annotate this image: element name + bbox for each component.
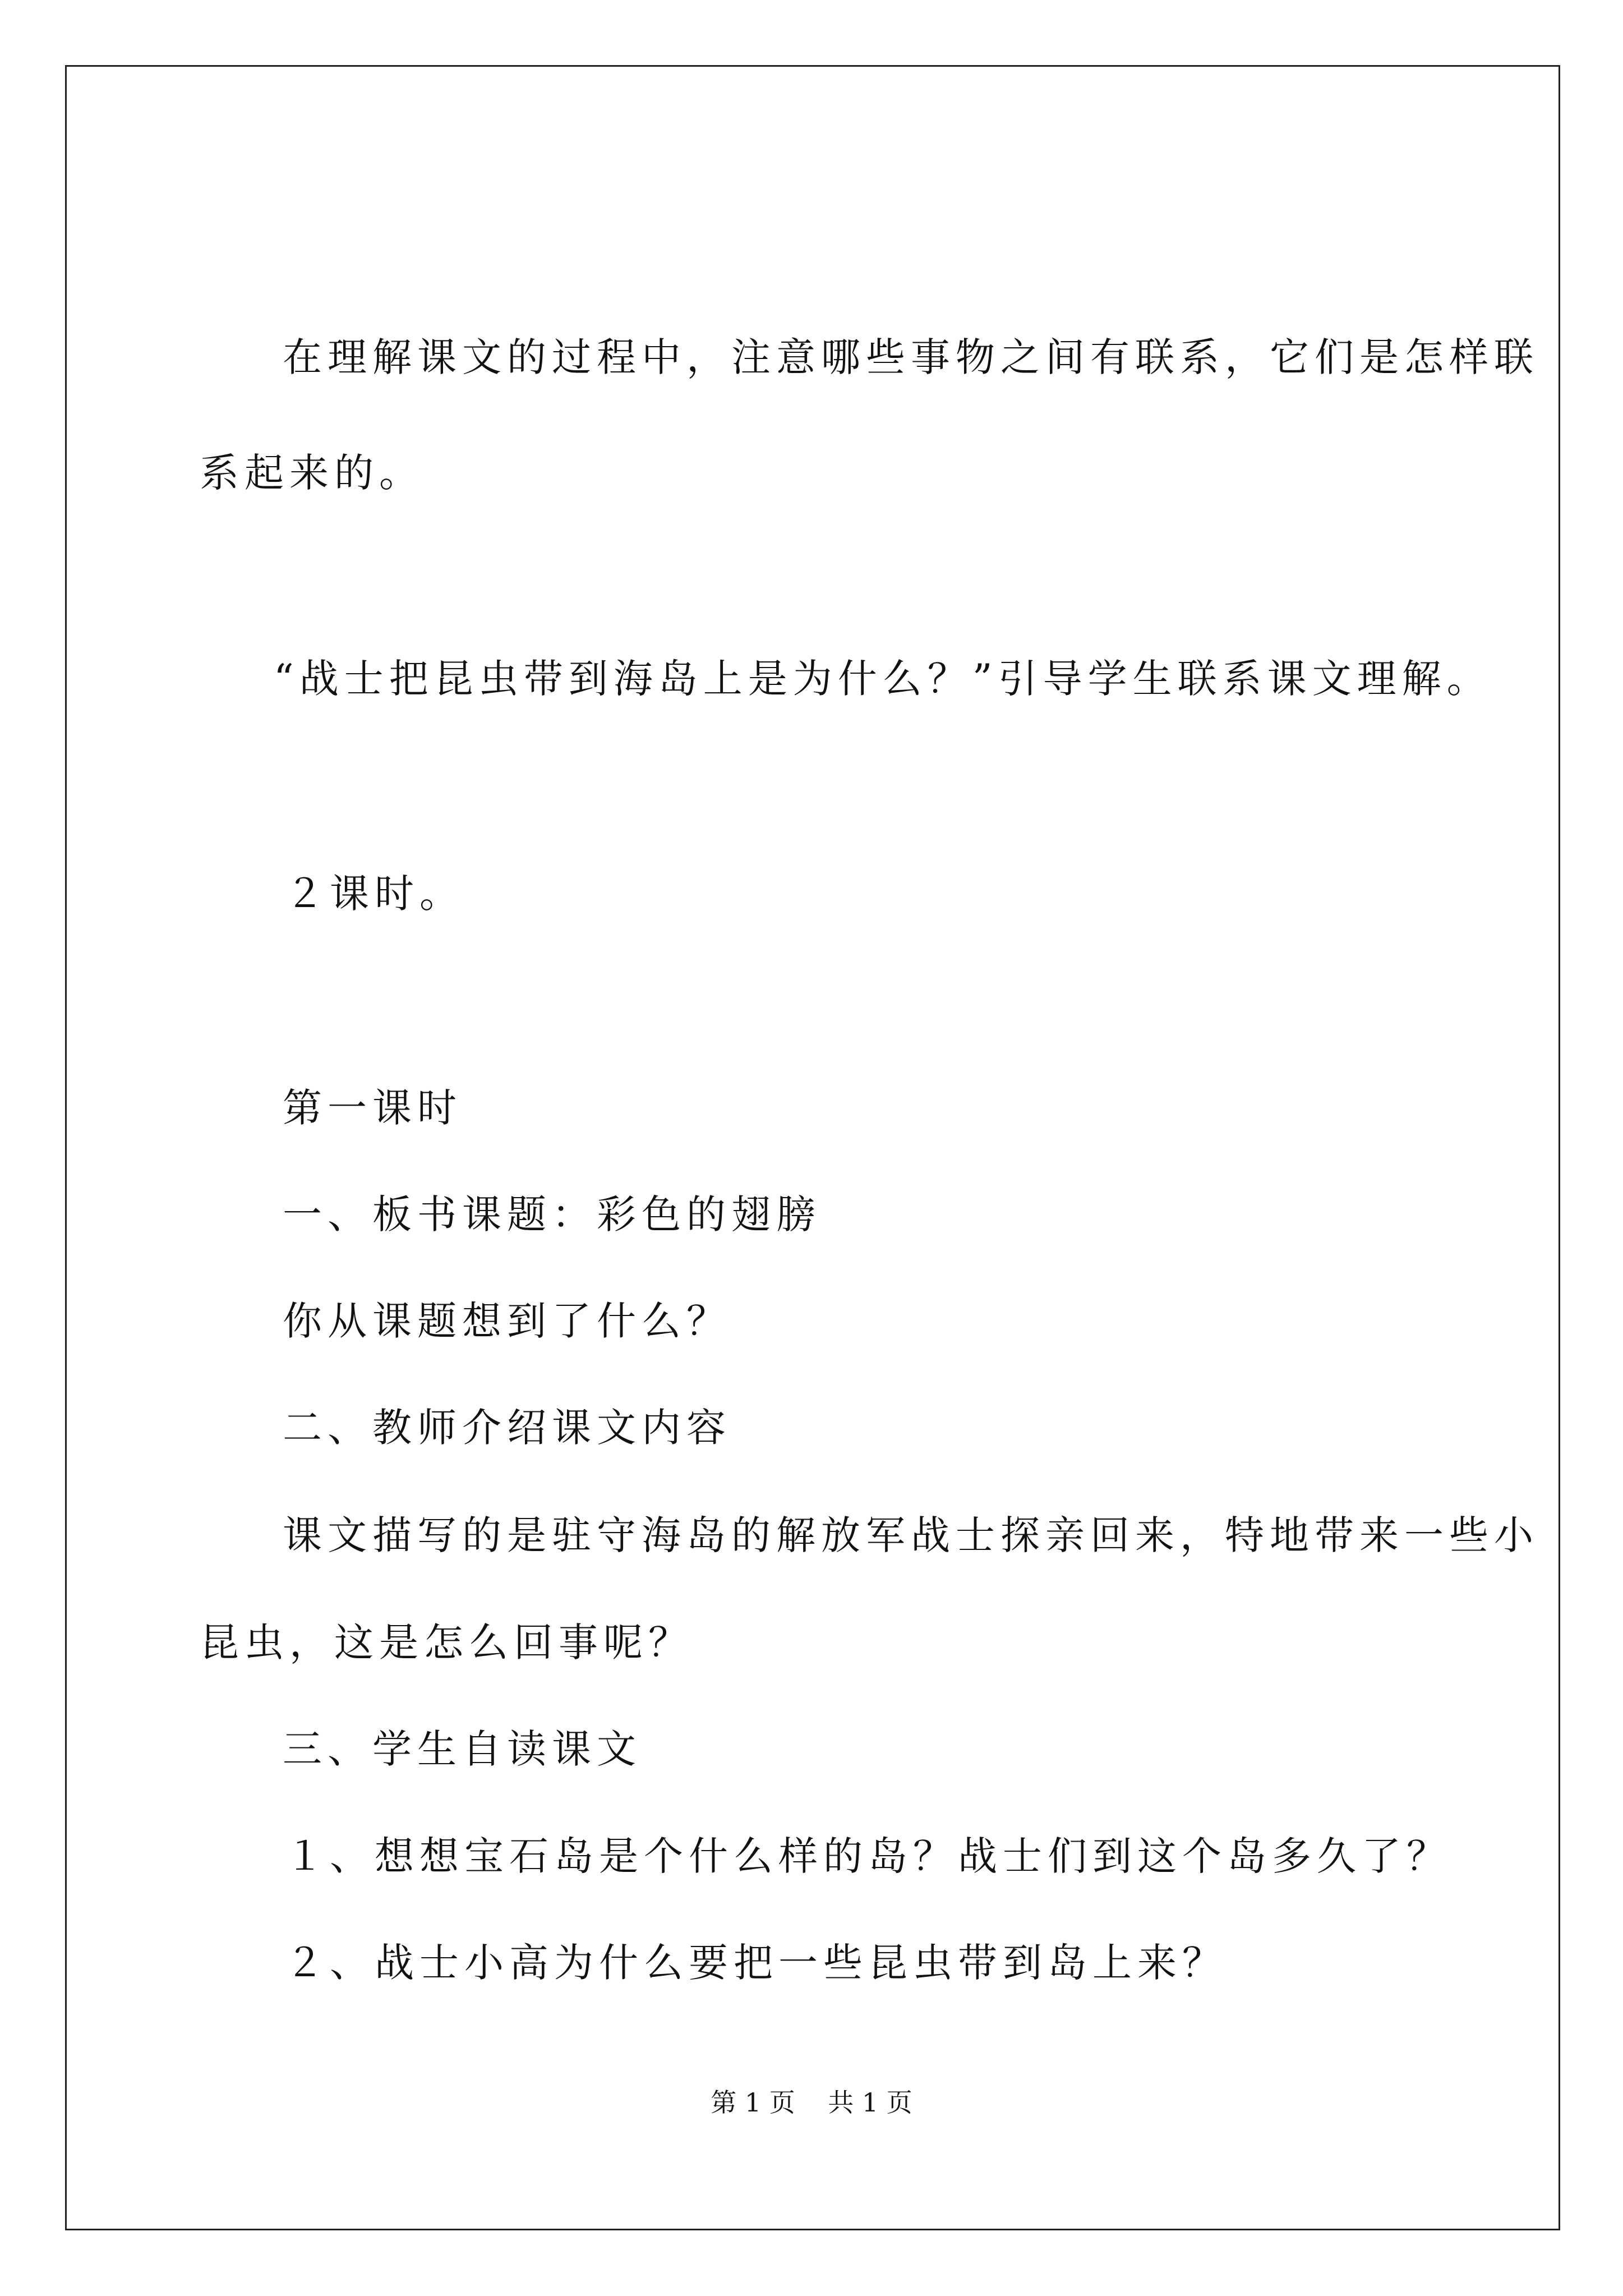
page-frame xyxy=(65,65,1560,2230)
body-paragraph: 课文描写的是驻守海岛的解放军战士探亲回来，特地带来一些小 xyxy=(283,1512,1539,1558)
body-paragraph: 二、教师介绍课文内容 xyxy=(283,1405,731,1451)
body-paragraph: ２课时。 xyxy=(285,871,464,917)
section-heading: 第一课时 xyxy=(283,1085,462,1131)
body-paragraph: “战士把昆虫带到海岛上是为什么？”引导学生联系课文理解。 xyxy=(274,656,1492,702)
body-paragraph: 你从课题想到了什么？ xyxy=(283,1298,731,1344)
body-paragraph: 一、板书课题：彩色的翅膀 xyxy=(283,1191,821,1237)
body-paragraph: 昆虫，这是怎么回事呢？ xyxy=(200,1619,693,1665)
list-item: １、想想宝石岛是个什么样的岛？战士们到这个岛多久了？ xyxy=(285,1833,1451,1879)
body-paragraph: 在理解课文的过程中，注意哪些事物之间有联系，它们是怎样联 xyxy=(283,334,1539,380)
page-footer: 第 1 页 共 1 页 xyxy=(711,2087,912,2118)
body-paragraph: 系起来的。 xyxy=(200,450,424,496)
list-item: ２、战士小高为什么要把一些昆虫带到岛上来？ xyxy=(285,1940,1227,1986)
body-paragraph: 三、学生自读课文 xyxy=(283,1726,642,1772)
